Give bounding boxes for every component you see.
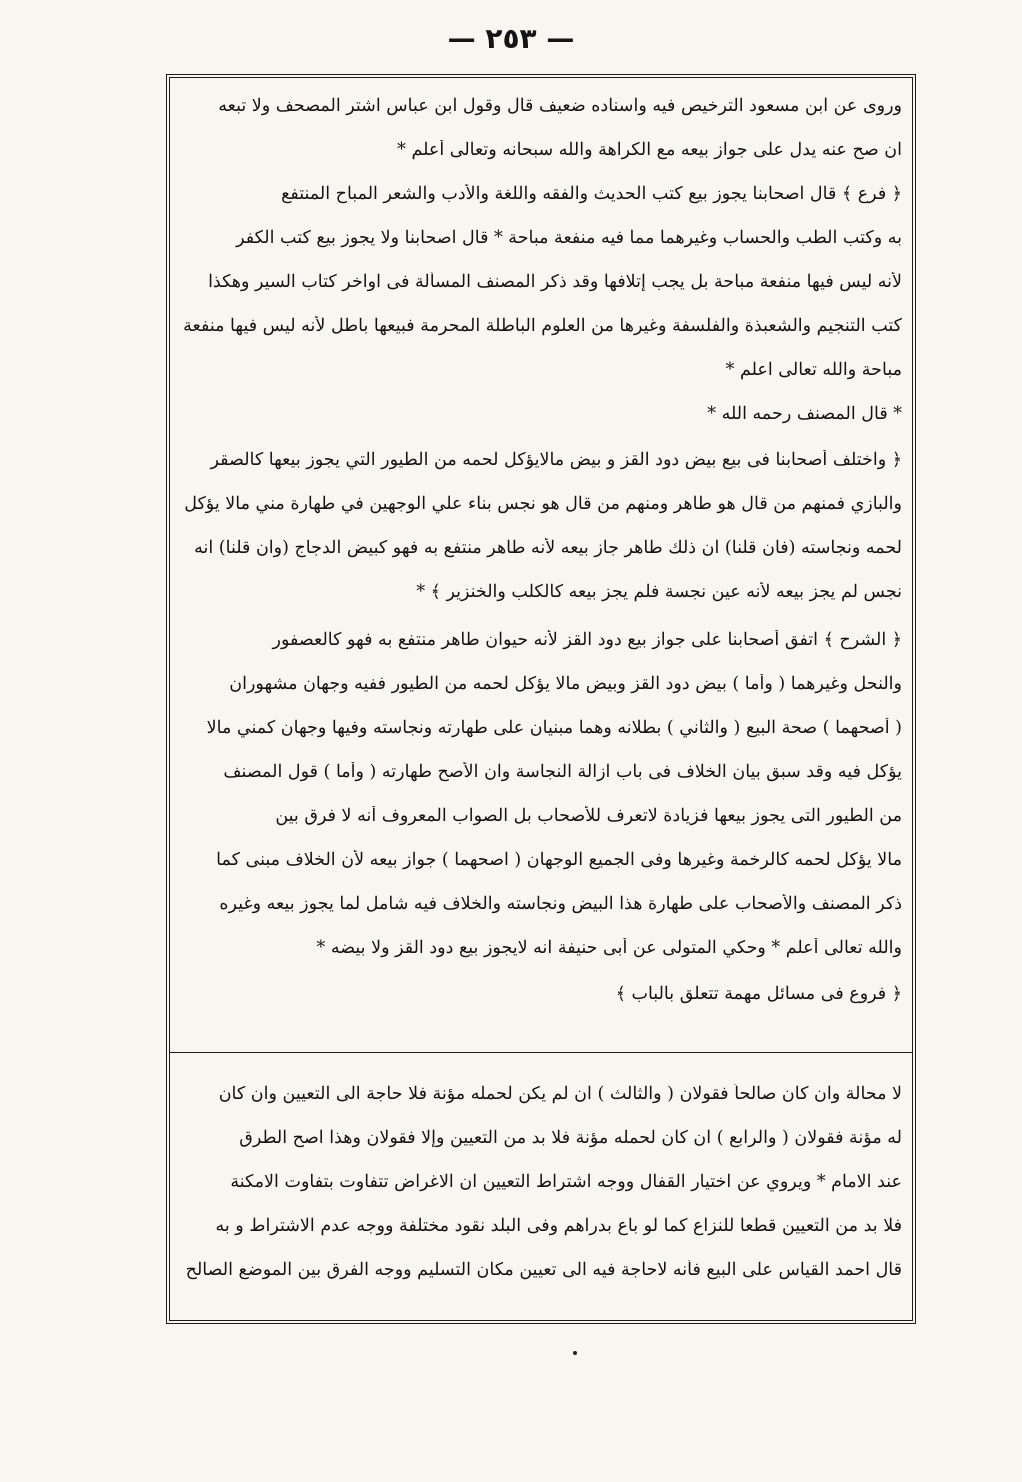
main-line: ﴿ فرع ﴾ قال اصحابنا يجوز بيع كتب الحديث والفقه واللغة والأدب والشعر المباح المنتفع bbox=[281, 184, 902, 204]
footnote-line: له مؤنة فقولان ( والرابع ) ان كان لحمله مؤنة فلا بد من التعيين وإلا فقولان وهذا اصح الطرق bbox=[239, 1128, 902, 1148]
main-line: ﴿ الشرح ﴾ اتفق أصحابنا على جواز بيع دود القز لأنه حيوان طاهر منتفع به فهو كالعصفور bbox=[272, 630, 902, 650]
page-number: — ٢٥٣ — bbox=[447, 22, 575, 55]
section-heading: ﴿ فروع فى مسائل مهمة تتعلق بالباب ﴾ bbox=[615, 984, 902, 1004]
section-heading: * قال المصنف رحمه الله * bbox=[707, 404, 902, 424]
main-line: ذكر المصنف والأصحاب على طهارة هذا البيض ونجاسته والخلاف فيه شامل لما يجوز بيعه وغيره bbox=[219, 894, 902, 914]
main-line: مباحة والله تعالى اعلم * bbox=[725, 360, 902, 380]
main-line: والنحل وغيرهما ( وأما ) بيض دود القز وبيض مالا يؤكل لحمه من الطيور ففيه وجهان مشهوران bbox=[229, 674, 902, 694]
main-line: ( أصحهما ) صحة البيع ( والثاني ) بطلانه وهما مبنيان على طهارته ونجاسته وفيها وجهان كمني مالا bbox=[206, 718, 902, 738]
main-line: يؤكل فيه وقد سبق بيان الخلاف فى باب ازالة النجاسة وان الأصح طهارته ( وأما ) قول المصنف bbox=[223, 762, 902, 782]
main-line: نجس لم يجز بيعه لأنه عين نجسة فلم يجز بيعه كالكلب والخنزير ﴾ * bbox=[416, 582, 902, 602]
footnote-line: لا محالة وان كان صالحاً فقولان ( والثالث ) ان لم يكن لحمله مؤنة فلا حاجة الى التعيين وان كان bbox=[218, 1084, 902, 1104]
footnote-line: فلا بد من التعيين قطعا للنزاع كما لو باع بدراهم وفى البلد نقود مختلفة ووجه عدم الاشتراط و به bbox=[215, 1216, 902, 1236]
main-line: ﴿ واختلف أصحابنا فى بيع بيض دود القز و بيض مالايؤكل لحمه من الطيور التي يجوز بيعها كالصقر bbox=[210, 450, 902, 470]
main-line: كتب التنجيم والشعبذة والفلسفة وغيرها من العلوم الباطلة المحرمة فبيعها باطل لأنه ليس فيها منفعة bbox=[183, 316, 902, 336]
main-line: والله تعالى أعلم * وحكي المتولى عن أبى حنيفة انه لايجوز بيع دود القز ولا بيضه * bbox=[316, 938, 902, 958]
main-line: وروى عن ابن مسعود الترخيص فيه واسناده ضعيف قال وقول ابن عباس اشتر المصحف ولا تبعه bbox=[218, 96, 902, 116]
ink-dot bbox=[573, 1351, 577, 1355]
footnote-divider bbox=[170, 1052, 912, 1053]
footnote-line: قال احمد القياس على البيع فأنه لاحاجة فيه الى تعيين مكان التسليم ووجه الفرق بين الموضع الصالح bbox=[185, 1260, 902, 1280]
main-line: والبازي فمنهم من قال هو طاهر ومنهم من قال هو نجس بناء علي الوجهين في طهارة مني مالا يؤكل bbox=[184, 494, 902, 514]
main-line: لحمه ونجاسته (فان قلنا) ان ذلك طاهر جاز بيعه لأنه طاهر منتفع به فهو كبيض الدجاج (وان قلنا) انه bbox=[194, 538, 902, 558]
footnote-line: عند الامام * ويروي عن اختيار القفال ووجه اشتراط التعيين ان الاغراض تتفاوت بتفاوت الامكنة bbox=[230, 1172, 902, 1192]
main-line: مالا يؤكل لحمه كالرخمة وغيرها وفى الجميع الوجهان ( اصحهما ) جواز بيعه لأن الخلاف مبنى كما bbox=[216, 850, 902, 870]
main-line: به وكتب الطب والحساب وغيرهما مما فيه منفعة مباحة * قال اصحابنا ولا يجوز بيع كتب الكفر bbox=[236, 228, 902, 248]
main-line: لأنه ليس فيها منفعة مباحة بل يجب إتلافها وقد ذكر المصنف المسألة فى اواخر كتاب السير وهكذا bbox=[208, 272, 902, 292]
main-line: من الطيور التى يجوز بيعها فزيادة لاتعرف للأصحاب بل الصواب المعروف أنه لا فرق بين bbox=[275, 806, 902, 826]
main-line: ان صح عنه يدل على جواز بيعه مع الكراهة والله سبحانه وتعالى أعلم * bbox=[397, 140, 902, 160]
